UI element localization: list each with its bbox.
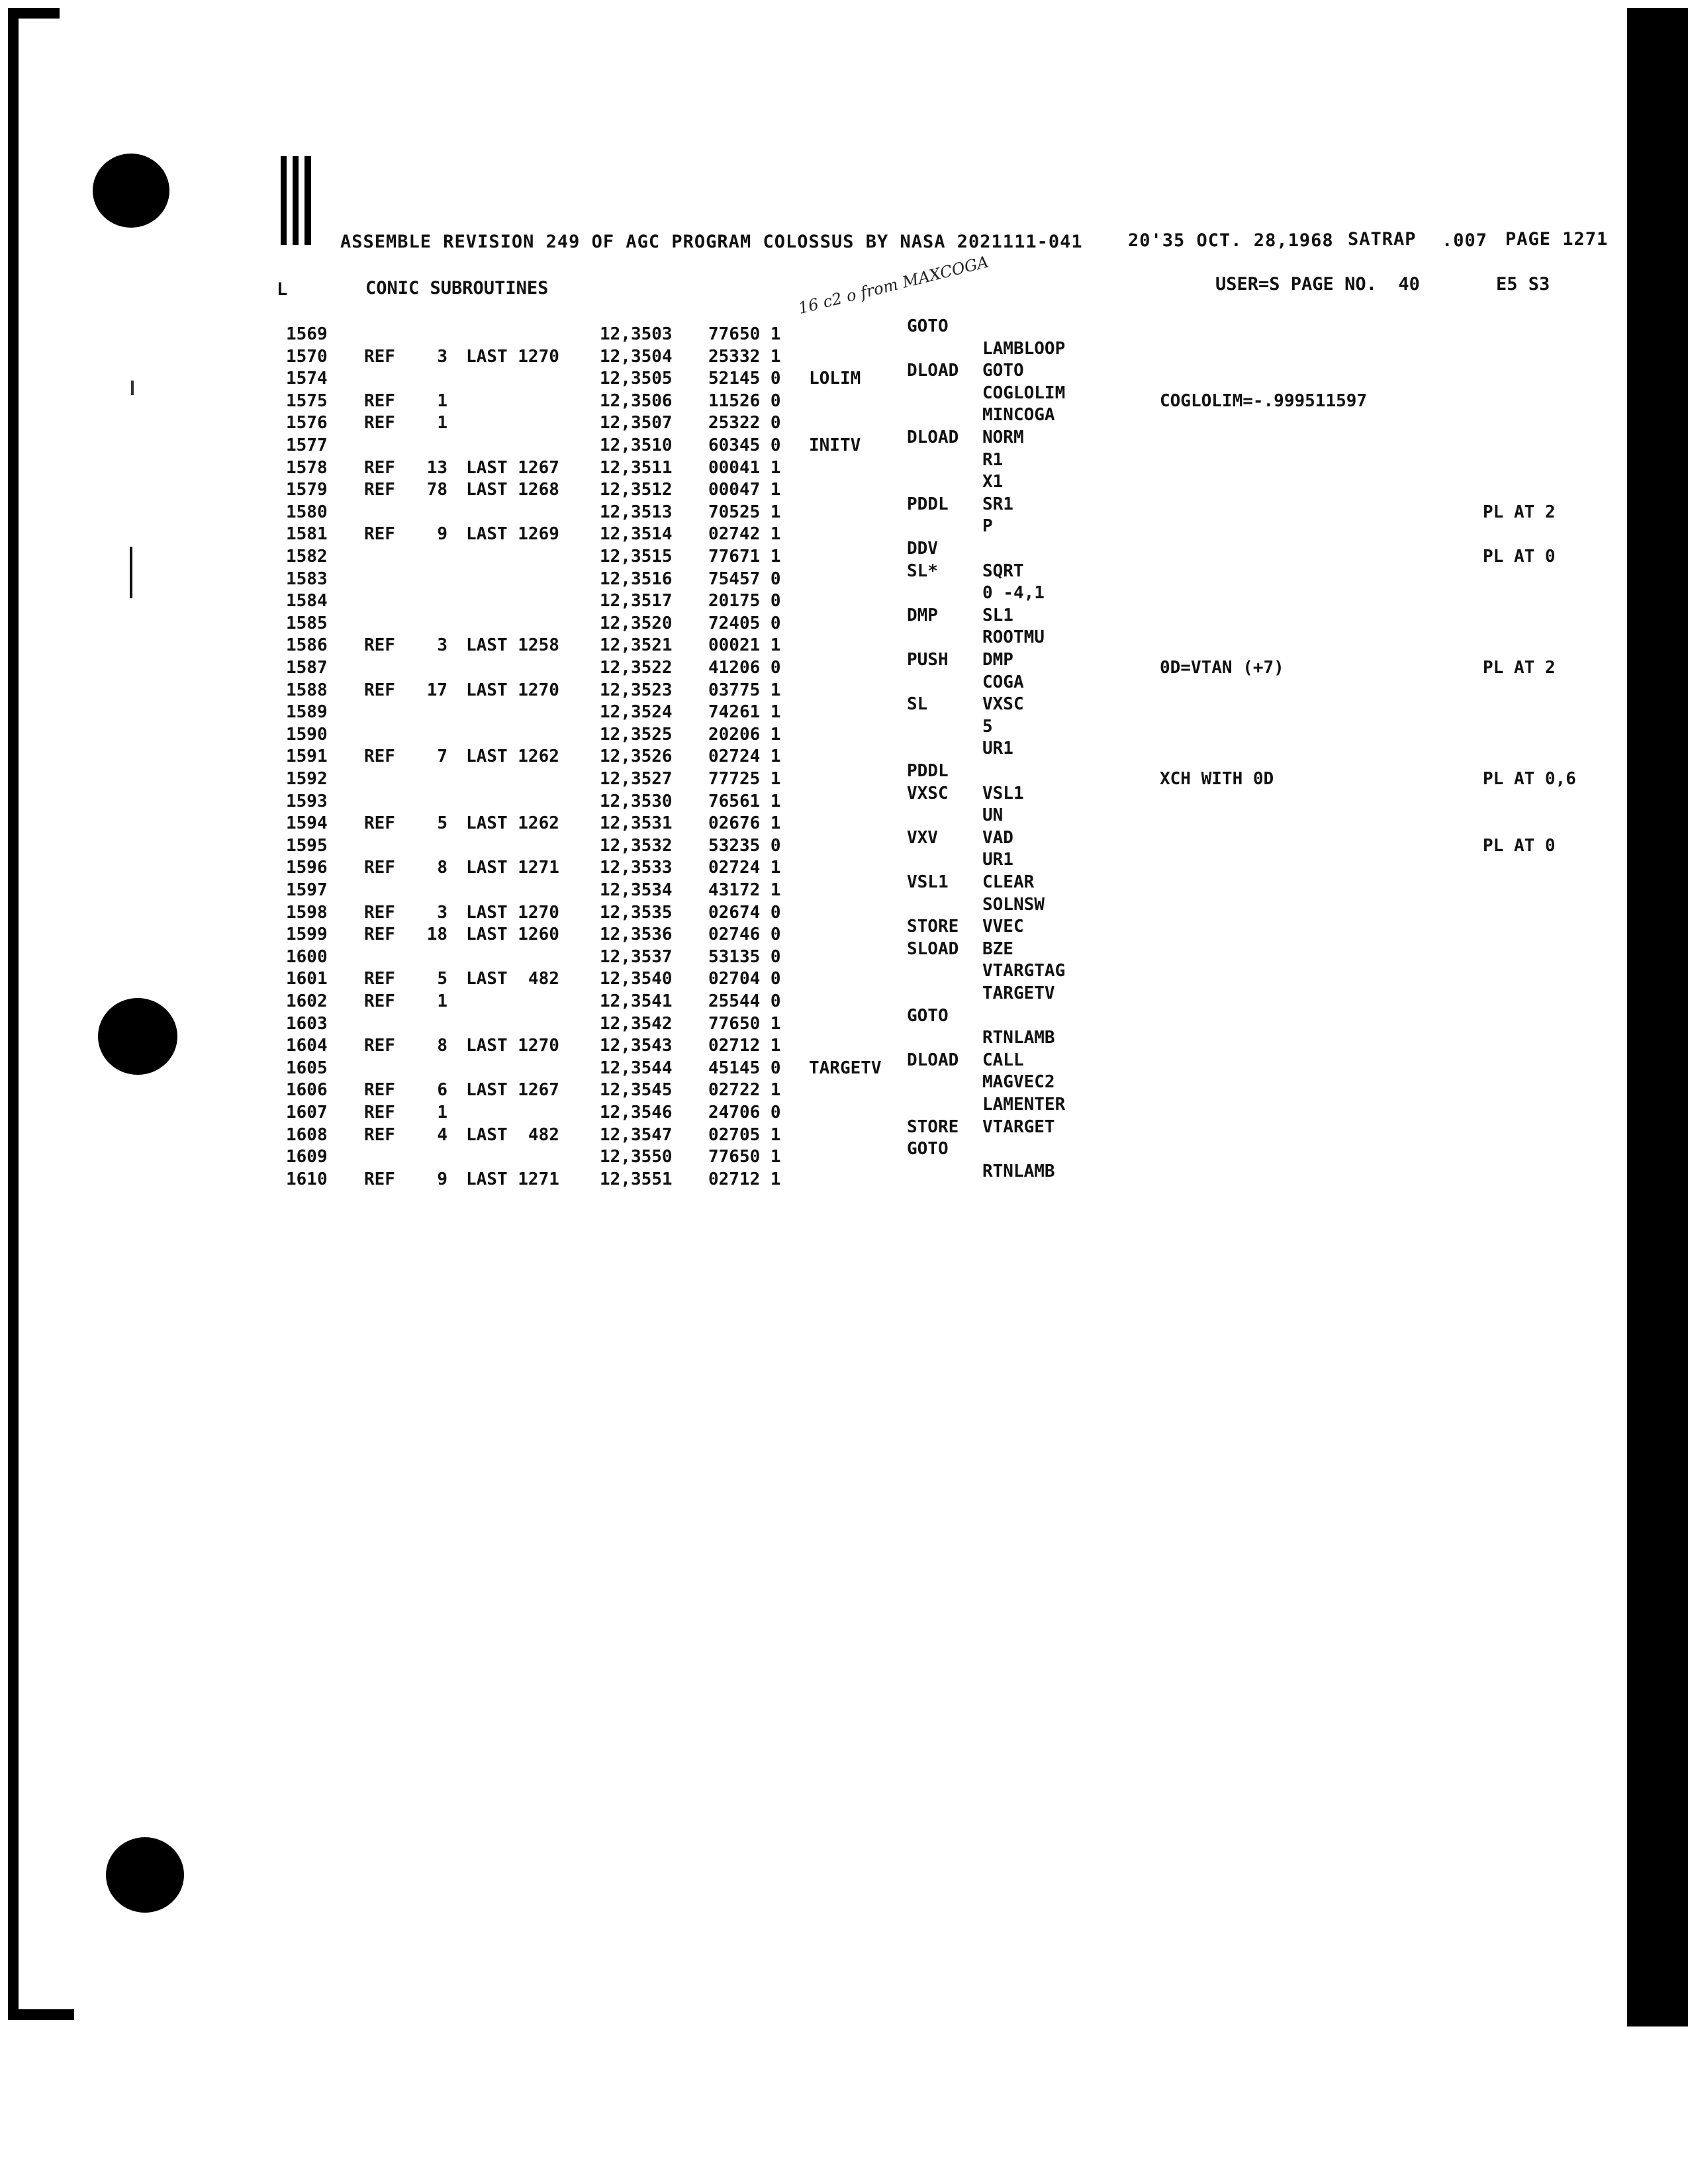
line-number: 1592 [286, 769, 328, 789]
octal-code: 00047 1 [708, 480, 781, 500]
line-number: 1589 [286, 702, 328, 723]
address: 12,3526 [600, 747, 673, 767]
octal-code: 00041 1 [708, 457, 781, 478]
ref-marker: REF [364, 969, 395, 989]
last-ref: LAST 482 [466, 1124, 559, 1145]
table-row [0, 917, 1589, 947]
table-row [0, 961, 1589, 991]
table-row [0, 894, 1589, 925]
line-number: 1599 [286, 925, 328, 945]
es-code: E5 S3 [1496, 274, 1550, 295]
operand: 5 [982, 716, 993, 737]
operand: SR1 [982, 494, 1013, 514]
address: 12,3523 [600, 680, 673, 700]
opcode: VXV [907, 827, 938, 848]
operand: MINCOGA [982, 405, 1055, 426]
table-row [0, 694, 1589, 725]
octal-code: 77650 1 [708, 1147, 781, 1167]
opcode: VXSC [907, 783, 949, 803]
operand: P [982, 516, 993, 537]
line-number: 1570 [286, 346, 328, 367]
table-row [0, 1028, 1589, 1058]
line-number: 1579 [286, 480, 328, 500]
table-row [0, 494, 1589, 525]
ref-marker: REF [364, 991, 395, 1011]
opcode: DLOAD [907, 428, 959, 447]
line-number: 1576 [286, 413, 328, 433]
address: 12,3542 [600, 1013, 673, 1034]
opcode: STORE [907, 917, 959, 937]
table-row [0, 1139, 1589, 1169]
ref-count: 1 [437, 1103, 447, 1122]
line-number: 1606 [286, 1080, 328, 1101]
header-satrap: SATRAP [1348, 229, 1417, 250]
table-row [0, 605, 1589, 636]
ref-marker: REF [364, 747, 395, 767]
ref-marker: REF [364, 390, 395, 411]
section-title: CONIC SUBROUTINES [365, 278, 549, 298]
address: 12,3507 [600, 413, 673, 433]
address: 12,3533 [600, 858, 673, 878]
ref-marker: REF [364, 480, 395, 500]
opcode: DLOAD [907, 1050, 959, 1070]
table-row [0, 1050, 1589, 1081]
line-number: 1590 [286, 724, 328, 745]
line-number: 1582 [286, 547, 328, 567]
last-ref: LAST 1260 [466, 925, 559, 945]
operand: RTNLAMB [982, 1028, 1055, 1048]
ref-count: 17 [426, 680, 447, 700]
table-row [0, 672, 1589, 703]
line-number: 1602 [286, 991, 328, 1011]
line-number: 1609 [286, 1147, 328, 1167]
address: 12,3506 [600, 390, 673, 411]
address: 12,3544 [600, 1058, 673, 1078]
line-number: 1595 [286, 835, 328, 856]
octal-code: 53135 0 [708, 946, 781, 967]
header-page: PAGE 1271 [1505, 229, 1609, 250]
octal-code: 02724 1 [708, 747, 781, 767]
pushlist-note: PL AT 2 [1483, 502, 1556, 522]
ref-count: 3 [437, 902, 447, 923]
ref-marker: REF [364, 925, 395, 945]
line-number: 1586 [286, 635, 328, 656]
octal-code: 77650 1 [708, 324, 781, 344]
line-number: 1596 [286, 858, 328, 878]
table-row [0, 983, 1589, 1014]
operand: UR1 [982, 850, 1013, 870]
octal-code: 41206 0 [708, 658, 781, 678]
line-number: 1581 [286, 524, 328, 545]
last-ref: LAST 1271 [466, 1169, 559, 1189]
last-ref: LAST 1262 [466, 747, 559, 767]
line-number: 1588 [286, 680, 328, 700]
operand: R1 [982, 449, 1004, 470]
ref-count: 6 [437, 1080, 447, 1101]
line-number: 1584 [286, 591, 328, 612]
octal-code: 02712 1 [708, 1036, 781, 1056]
operand: CALL [982, 1050, 1024, 1070]
line-number: 1598 [286, 902, 328, 923]
table-row [0, 805, 1589, 836]
octal-code: 02724 1 [708, 858, 781, 878]
ref-marker: REF [364, 1124, 395, 1145]
opcode: DLOAD [907, 361, 959, 381]
address: 12,3527 [600, 769, 673, 789]
operand: X1 [982, 472, 1004, 492]
octal-code: 75457 0 [708, 569, 781, 589]
operand: NORM [982, 428, 1024, 447]
line-number: 1603 [286, 1013, 328, 1034]
table-row [0, 716, 1589, 747]
operand: ROOTMU [982, 627, 1045, 648]
ref-count: 78 [426, 480, 447, 500]
opcode: GOTO [907, 1005, 949, 1026]
octal-code: 74261 1 [708, 702, 781, 723]
octal-code: 02746 0 [708, 925, 781, 945]
opcode: PDDL [907, 494, 949, 514]
table-row [0, 783, 1589, 814]
address: 12,3510 [600, 435, 673, 455]
address: 12,3503 [600, 324, 673, 344]
line-number: 1601 [286, 969, 328, 989]
ref-marker: REF [364, 524, 395, 545]
table-row [0, 472, 1589, 502]
line-number: 1605 [286, 1058, 328, 1078]
octal-code: 02712 1 [708, 1169, 781, 1189]
line-number: 1594 [286, 813, 328, 834]
ref-count: 5 [437, 813, 447, 834]
opcode: SL* [907, 561, 938, 581]
ref-marker: REF [364, 457, 395, 478]
table-row [0, 938, 1589, 970]
ref-count: 3 [437, 635, 447, 656]
octal-code: 02705 1 [708, 1124, 781, 1145]
table-row [0, 428, 1589, 458]
line-number: 1604 [286, 1036, 328, 1056]
address: 12,3511 [600, 457, 673, 478]
header-code: .007 [1442, 230, 1488, 251]
octal-code: 03775 1 [708, 680, 781, 700]
line-number: 1587 [286, 658, 328, 678]
opcode: SLOAD [907, 938, 959, 959]
pushlist-note: PL AT 0 [1483, 547, 1556, 567]
address: 12,3547 [600, 1124, 673, 1145]
last-ref: LAST 1268 [466, 480, 559, 500]
handwritten-note: 16 c2 o from MAXCOGA [796, 252, 991, 318]
table-row [0, 650, 1589, 680]
octal-code: 45145 0 [708, 1058, 781, 1078]
address: 12,3535 [600, 902, 673, 923]
octal-code: 25544 0 [708, 991, 781, 1011]
ref-marker: REF [364, 902, 395, 923]
address: 12,3543 [600, 1036, 673, 1056]
header-date: 20'35 OCT. 28,1968 [1128, 230, 1334, 251]
address: 12,3504 [600, 346, 673, 367]
opcode: PDDL [907, 761, 949, 781]
octal-code: 02676 1 [708, 813, 781, 834]
operand: COGLOLIM [982, 383, 1066, 403]
label: INITV [809, 435, 861, 455]
line-number: 1593 [286, 791, 328, 811]
address: 12,3551 [600, 1169, 673, 1189]
operand: CLEAR [982, 872, 1035, 892]
subheader-mark: L [277, 279, 288, 300]
opcode: DDV [907, 539, 938, 559]
address: 12,3512 [600, 480, 673, 500]
octal-code: 11526 0 [708, 390, 781, 411]
last-ref: LAST 482 [466, 969, 559, 989]
octal-code: 77650 1 [708, 1013, 781, 1034]
octal-code: 60345 0 [708, 435, 781, 455]
users-page-number: USER=S PAGE NO. 40 [1215, 274, 1420, 295]
operand: 0 -4,1 [982, 583, 1045, 604]
octal-code: 77671 1 [708, 547, 781, 567]
ref-marker: REF [364, 680, 395, 700]
line-number: 1610 [286, 1169, 328, 1189]
ref-count: 4 [437, 1124, 447, 1145]
table-row [0, 338, 1589, 369]
address: 12,3531 [600, 813, 673, 834]
ref-marker: REF [364, 346, 395, 367]
opcode: VSL1 [907, 872, 949, 892]
octal-code: 02674 0 [708, 902, 781, 923]
address: 12,3550 [600, 1147, 673, 1167]
line-number: 1597 [286, 880, 328, 900]
ref-count: 9 [437, 1169, 447, 1189]
line-number: 1607 [286, 1103, 328, 1122]
last-ref: LAST 1270 [466, 346, 559, 367]
octal-code: 43172 1 [708, 880, 781, 900]
ref-count: 1 [437, 413, 447, 433]
ref-marker: REF [364, 1169, 395, 1189]
last-ref: LAST 1258 [466, 635, 559, 656]
last-ref: LAST 1270 [466, 1036, 559, 1056]
octal-code: 76561 1 [708, 791, 781, 811]
ref-marker: REF [364, 858, 395, 878]
address: 12,3525 [600, 724, 673, 745]
line-number: 1583 [286, 569, 328, 589]
comment: XCH WITH 0D [1160, 769, 1274, 789]
table-row [0, 827, 1589, 858]
operand: LAMENTER [982, 1095, 1066, 1115]
ref-count: 13 [426, 457, 447, 478]
ref-count: 1 [437, 390, 447, 411]
ref-marker: REF [364, 1080, 395, 1101]
pushlist-note: PL AT 0 [1483, 835, 1556, 856]
address: 12,3514 [600, 524, 673, 545]
table-row [0, 383, 1589, 414]
octal-code: 25322 0 [708, 413, 781, 433]
comment: COGLOLIM=-.999511597 [1160, 390, 1368, 411]
ref-count: 9 [437, 524, 447, 545]
table-row [0, 316, 1589, 347]
address: 12,3524 [600, 702, 673, 723]
address: 12,3534 [600, 880, 673, 900]
address: 12,3513 [600, 502, 673, 522]
octal-code: 00021 1 [708, 635, 781, 656]
ref-count: 1 [437, 991, 447, 1011]
line-number: 1585 [286, 613, 328, 633]
ref-count: 18 [426, 925, 447, 945]
address: 12,3530 [600, 791, 673, 811]
table-row [0, 583, 1589, 614]
operand: BZE [982, 938, 1013, 959]
table-row [0, 361, 1589, 391]
header-title: ASSEMBLE REVISION 249 OF AGC PROGRAM COLOSSUS BY NASA 2021111-041 [340, 232, 1083, 252]
address: 12,3532 [600, 835, 673, 856]
operand: MAGVEC2 [982, 1072, 1055, 1093]
octal-code: 25332 1 [708, 346, 781, 367]
table-row [0, 1095, 1589, 1125]
table-row [0, 739, 1589, 769]
pushlist-note: PL AT 0,6 [1483, 769, 1576, 789]
ref-count: 8 [437, 1036, 447, 1056]
address: 12,3505 [600, 369, 673, 389]
line-number: 1591 [286, 747, 328, 767]
octal-code: 53235 0 [708, 835, 781, 856]
operand: DMP [982, 650, 1013, 670]
table-row [0, 516, 1589, 547]
opcode: PUSH [907, 650, 949, 670]
line-number: 1577 [286, 435, 328, 455]
operand: VTARGTAG [982, 961, 1066, 981]
label: TARGETV [809, 1058, 882, 1078]
table-row [0, 1116, 1589, 1148]
label: LOLIM [809, 369, 861, 389]
last-ref: LAST 1262 [466, 813, 559, 834]
ref-marker: REF [364, 813, 395, 834]
octal-code: 02704 0 [708, 969, 781, 989]
address: 12,3540 [600, 969, 673, 989]
opcode: GOTO [907, 316, 949, 336]
last-ref: LAST 1270 [466, 680, 559, 700]
octal-code: 02722 1 [708, 1080, 781, 1101]
ref-count: 7 [437, 747, 447, 767]
octal-code: 20206 1 [708, 724, 781, 745]
address: 12,3521 [600, 635, 673, 656]
octal-code: 70525 1 [708, 502, 781, 522]
address: 12,3522 [600, 658, 673, 678]
table-row [0, 561, 1589, 592]
operand: SL1 [982, 605, 1013, 625]
operand: VAD [982, 827, 1013, 848]
table-row [0, 1161, 1589, 1192]
last-ref: LAST 1267 [466, 457, 559, 478]
line-number: 1600 [286, 946, 328, 967]
operand: UN [982, 805, 1004, 826]
line-number: 1575 [286, 390, 328, 411]
operand: VTARGET [982, 1116, 1055, 1137]
operand: UR1 [982, 739, 1013, 759]
line-number: 1569 [286, 324, 328, 344]
address: 12,3536 [600, 925, 673, 945]
table-row [0, 539, 1589, 569]
last-ref: LAST 1269 [466, 524, 559, 545]
operand: VSL1 [982, 783, 1024, 803]
address: 12,3516 [600, 569, 673, 589]
octal-code: 52145 0 [708, 369, 781, 389]
comment: 0D=VTAN (+7) [1160, 658, 1284, 678]
operand: TARGETV [982, 983, 1055, 1003]
table-row [0, 850, 1589, 880]
last-ref: LAST 1267 [466, 1080, 559, 1101]
line-number: 1574 [286, 369, 328, 389]
octal-code: 24706 0 [708, 1103, 781, 1122]
operand: RTNLAMB [982, 1161, 1055, 1181]
operand: VVEC [982, 917, 1024, 937]
ref-count: 8 [437, 858, 447, 878]
operand: GOTO [982, 361, 1024, 381]
table-row [0, 627, 1589, 658]
table-row [0, 761, 1589, 792]
last-ref: LAST 1270 [466, 902, 559, 923]
line-number: 1578 [286, 457, 328, 478]
address: 12,3515 [600, 547, 673, 567]
operand: SOLNSW [982, 894, 1045, 915]
operand: LAMBLOOP [982, 338, 1066, 359]
ref-marker: REF [364, 1103, 395, 1122]
opcode: STORE [907, 1116, 959, 1137]
table-row [0, 1072, 1589, 1103]
octal-code: 20175 0 [708, 591, 781, 612]
opcode: DMP [907, 605, 938, 625]
opcode: SL [907, 694, 928, 715]
address: 12,3546 [600, 1103, 673, 1122]
line-number: 1608 [286, 1124, 328, 1145]
table-row [0, 872, 1589, 903]
octal-code: 72405 0 [708, 613, 781, 633]
table-row [0, 1005, 1589, 1036]
octal-code: 77725 1 [708, 769, 781, 789]
ref-marker: REF [364, 635, 395, 656]
table-row [0, 405, 1589, 435]
pushlist-note: PL AT 2 [1483, 658, 1556, 678]
address: 12,3541 [600, 991, 673, 1011]
ref-marker: REF [364, 1036, 395, 1056]
line-number: 1580 [286, 502, 328, 522]
operand: COGA [982, 672, 1024, 692]
last-ref: LAST 1271 [466, 858, 559, 878]
address: 12,3545 [600, 1080, 673, 1101]
address: 12,3520 [600, 613, 673, 633]
ref-count: 5 [437, 969, 447, 989]
octal-code: 02742 1 [708, 524, 781, 545]
ref-marker: REF [364, 413, 395, 433]
ref-count: 3 [437, 346, 447, 367]
table-row [0, 449, 1589, 480]
operand: VXSC [982, 694, 1024, 715]
operand: SQRT [982, 561, 1024, 581]
address: 12,3537 [600, 946, 673, 967]
address: 12,3517 [600, 591, 673, 612]
opcode: GOTO [907, 1139, 949, 1160]
